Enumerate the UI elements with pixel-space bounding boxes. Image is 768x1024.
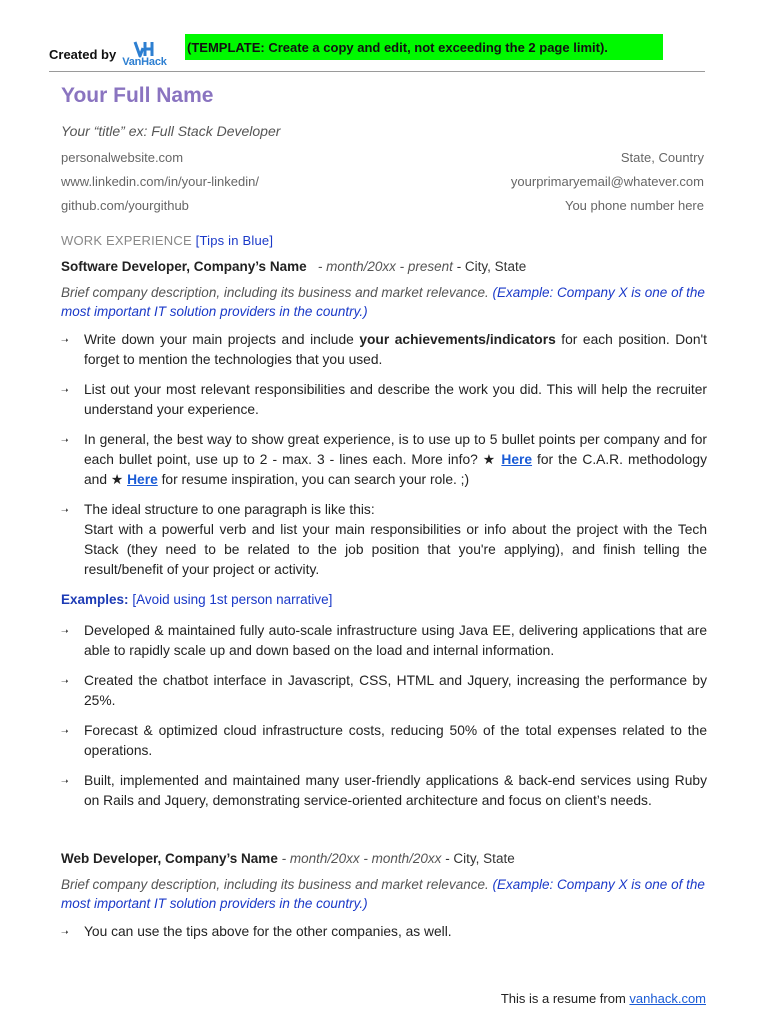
job1-role: Software Developer, Company’s Name [61, 259, 307, 274]
job1-header [61, 259, 526, 274]
job1-bullets [61, 330, 707, 590]
list-item: ➝ List out your most relevant responsibilities and describe the work you did. This will help the recruiter understand your experience. [61, 382, 707, 417]
job1-desc-text: Brief company description, including its business and market relevance. [61, 285, 489, 300]
vanhack-logo [122, 40, 166, 68]
resume-inspiration-link[interactable]: Here [127, 472, 158, 487]
arrow-bullet-icon: ➝ [61, 505, 69, 515]
list-item: ➝ Developed & maintained fully auto-scale infrastructure using Java EE, delivering applications that are able to rapidly scale up and down based on the load and internal information. [61, 623, 707, 658]
examples-heading [61, 592, 332, 607]
vanhack-link[interactable]: vanhack.com [629, 991, 706, 1006]
arrow-bullet-icon: ➝ [61, 676, 69, 686]
section-heading-label: WORK EXPERIENCE [61, 233, 192, 248]
location: State, Country [620, 150, 704, 165]
job-title: Your “title” ex: Full Stack Developer [61, 123, 281, 139]
list-item: ➝ Forecast & optimized cloud infrastructure costs, reducing 50% of the total expenses related to the operations. [61, 723, 707, 758]
job2-description [61, 875, 707, 913]
job2-role: Web Developer, Company’s Name [61, 851, 278, 866]
created-by-label: Created by [49, 46, 117, 62]
section-heading [61, 233, 273, 248]
list-item: ➝ In general, the best way to show great experience, is to use up to 5 bullet points per company and for each bullet point, use up to 2 - max. 3 - lines each. More info? ★ Here for the C.A.R. methodology and ★ Here for resume inspiration, you can search your role. ;) [61, 432, 707, 487]
examples-note: [Avoid using 1st person narrative] [132, 592, 333, 607]
github: github.com/yourgithub [61, 198, 189, 213]
list-item: ➝ Write down your main projects and include your achievements/indicators for each position. Don't forget to mention the technologies that you used. [61, 332, 707, 367]
arrow-bullet-icon: ➝ [61, 927, 69, 937]
job2-header [61, 851, 515, 866]
job2-desc-example: (Example: Company X is one of the most important IT solution providers in the country.) [61, 877, 705, 911]
arrow-bullet-icon: ➝ [61, 435, 69, 445]
template-note: (TEMPLATE: Create a copy and edit, not exceeding the 2 page limit). [185, 34, 663, 60]
arrow-bullet-icon: ➝ [61, 726, 69, 736]
list-item: ➝ Created the chatbot interface in Javascript, CSS, HTML and Jquery, increasing the performance by 25%. [61, 673, 707, 708]
list-item: ➝ You can use the tips above for the other companies, as well. [61, 922, 707, 942]
footer-text: This is a resume from [500, 991, 630, 1006]
examples-label: Examples: [61, 592, 129, 607]
linkedin: www.linkedin.com/in/your-linkedin/ [61, 174, 259, 189]
footer [501, 991, 706, 1006]
email: yourprimaryemail@whatever.com [510, 174, 704, 189]
car-method-link[interactable]: Here [501, 452, 533, 467]
arrow-bullet-icon: ➝ [61, 385, 69, 395]
example-bullets [61, 621, 707, 821]
divider [49, 71, 705, 72]
arrow-bullet-icon: ➝ [61, 626, 69, 636]
arrow-bullet-icon: ➝ [61, 776, 69, 786]
arrow-bullet-icon: ➝ [61, 335, 69, 345]
job1-dates: - month/20xx - present [317, 259, 453, 274]
list-item: ➝ The ideal structure to one paragraph is like this: Start with a powerful verb and list your main responsibilities or info about the project with the Tech Stack (they need to be related to the job position that you're applying), and finish telling the result/benefit of your project or activity. [61, 502, 707, 577]
vanhack-logo-text: VanHack [122, 56, 167, 68]
job1-description [61, 283, 707, 321]
job2-desc-text: Brief company description, including its business and market relevance. [61, 877, 489, 892]
tips-note: [Tips in Blue] [195, 233, 274, 248]
created-by [49, 40, 167, 68]
job1-desc-example: (Example: Company X is one of the most important IT solution providers in the country.) [61, 285, 705, 319]
list-item: ➝ Built, implemented and maintained many user-friendly applications & back-end services using Ruby on Rails and Jquery, demonstrating service-oriented architecture and focus on client’s needs. [61, 773, 707, 808]
job2-bullets [61, 922, 707, 952]
job1-location: - City, State [456, 259, 527, 274]
full-name: Your Full Name [61, 84, 214, 107]
phone: You phone number here [564, 198, 704, 213]
job2-location: - City, State [445, 851, 515, 866]
job2-dates: - month/20xx - month/20xx [281, 851, 442, 866]
website: personalwebsite.com [61, 150, 184, 165]
